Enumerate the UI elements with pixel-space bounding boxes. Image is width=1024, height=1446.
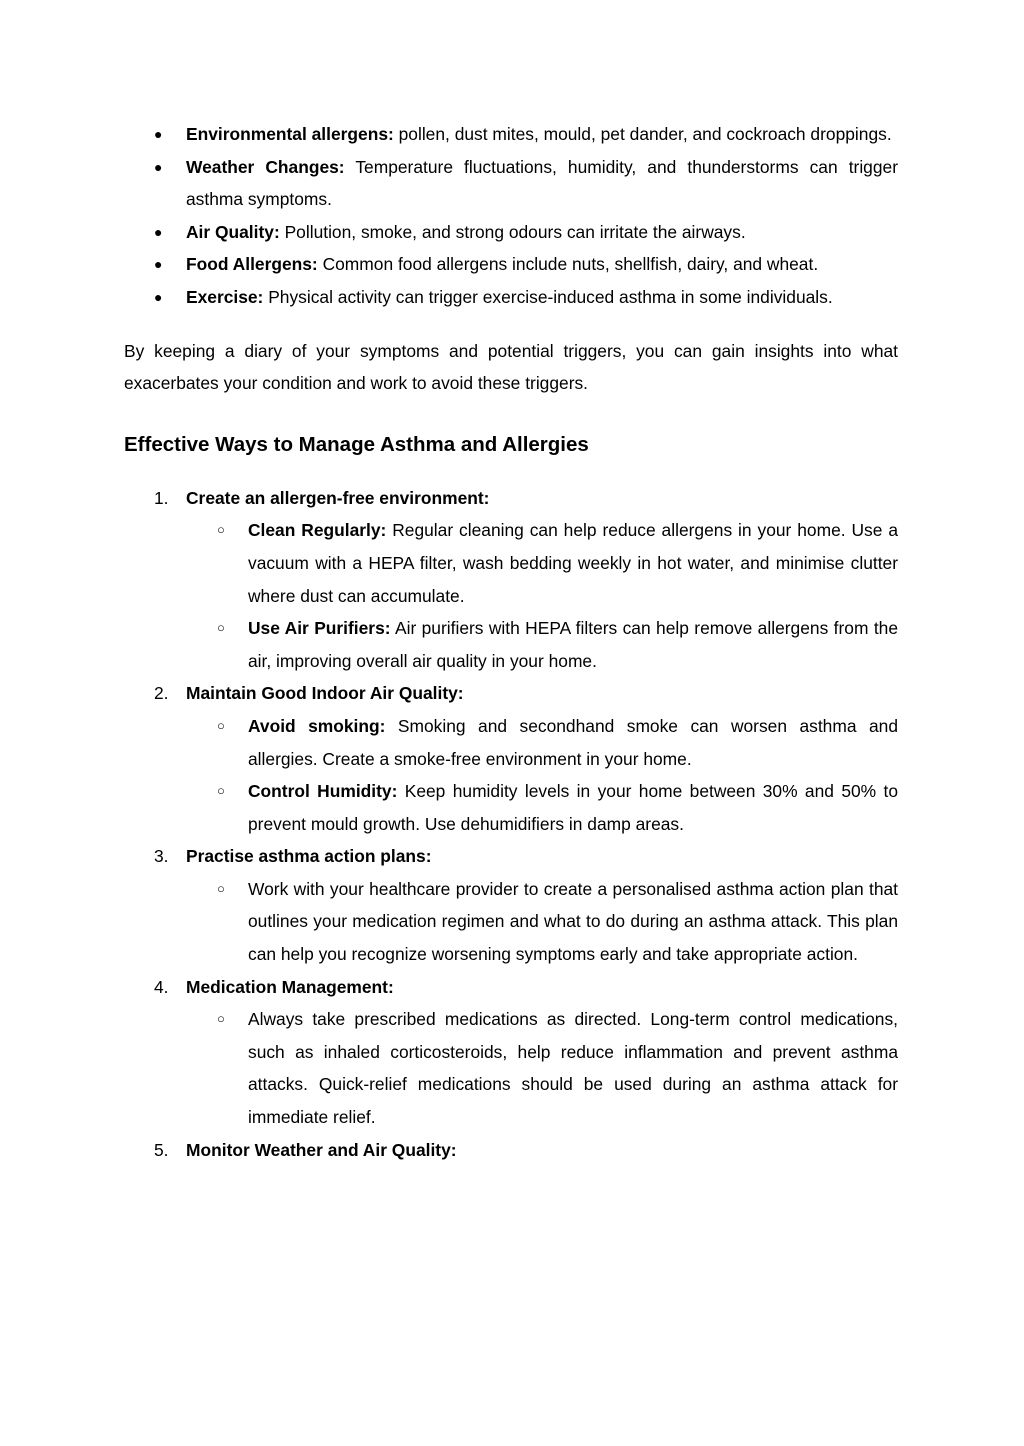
circle-bullet-icon: ○ (217, 620, 225, 636)
sub-list-item (186, 514, 898, 612)
step-number: 2. (154, 683, 169, 704)
sub-list (186, 1003, 898, 1133)
item-text: Physical activity can trigger exercise-induced asthma in some individuals. (263, 286, 833, 307)
item-label: Environmental allergens: (186, 124, 394, 144)
item-label: Air Quality: (186, 221, 280, 242)
list-item (124, 248, 898, 281)
list-item (124, 118, 898, 151)
step-number: 5. (154, 1139, 169, 1160)
circle-bullet-icon: ○ (217, 880, 225, 896)
management-steps (124, 482, 898, 1166)
item-label: Use Air Purifiers: (248, 618, 391, 639)
bullet-icon: ● (154, 256, 163, 273)
item-text: pollen, dust mites, mould, pet dander, and cockroach droppings. (393, 124, 892, 144)
step-5 (124, 1134, 898, 1167)
bullet-icon: ● (154, 288, 163, 305)
step-title: Monitor Weather and Air Quality: (186, 1139, 457, 1160)
bullet-icon: ● (154, 223, 163, 240)
step-number: 1. (154, 487, 169, 508)
circle-bullet-icon: ○ (217, 522, 225, 538)
item-text: Always take prescribed medications as directed. Long-term control medications, such as inhaled corticosteroids, help reduce inflammation and prevent asthma attacks. Quick-relief medications should be used during an asthma attack for immediate relief. (248, 1009, 898, 1128)
item-label: Avoid smoking: (248, 715, 386, 736)
item-text: Common food allergens include nuts, shellfish, dairy, and wheat. (317, 254, 819, 275)
list-item (124, 151, 898, 216)
step-number: 3. (154, 846, 169, 867)
sub-list-item (186, 612, 898, 677)
section-heading: Effective Ways to Manage Asthma and Allergies (124, 432, 589, 456)
sub-list-item (186, 873, 898, 971)
circle-bullet-icon: ○ (217, 783, 225, 799)
item-text: Smoking and secondhand smoke can worsen asthma and allergies. Create a smoke-free environment in your home. (248, 715, 898, 769)
item-label: Weather Changes: (186, 156, 345, 177)
step-2 (124, 677, 898, 840)
diary-paragraph: By keeping a diary of your symptoms and potential triggers, you can gain insights into what exacerbates your condition and work to avoid these triggers. (124, 340, 898, 394)
item-label: Control Humidity: (248, 781, 398, 802)
step-title: Maintain Good Indoor Air Quality: (186, 683, 464, 704)
sub-list-item (186, 1003, 898, 1133)
step-title: Create an allergen-free environment: (186, 487, 490, 508)
sub-list (186, 710, 898, 840)
bullet-icon: ● (154, 126, 163, 142)
item-text: Work with your healthcare provider to create a personalised asthma action plan that outlines your medication regimen and what to do during an asthma attack. This plan can help you recognize worsening symptoms early and take appropriate action. (248, 878, 898, 965)
item-text: Regular cleaning can help reduce allergens in your home. Use a vacuum with a HEPA filter, wash bedding weekly in hot water, and minimise clutter where dust can accumulate. (248, 520, 898, 606)
item-text: Air purifiers with HEPA filters can help remove allergens from the air, improving overall air quality in your home. (248, 618, 898, 671)
list-item (124, 281, 898, 314)
list-item (124, 216, 898, 249)
step-3 (124, 840, 898, 970)
circle-bullet-icon: ○ (217, 1011, 225, 1027)
step-number: 4. (154, 976, 169, 997)
sub-list-item (186, 710, 898, 775)
item-text: Keep humidity levels in your home between 30% and 50% to prevent mould growth. Use dehumidifiers in damp areas. (248, 781, 898, 834)
item-text: Temperature fluctuations, humidity, and thunderstorms can trigger asthma symptoms. (186, 156, 898, 210)
item-text: Pollution, smoke, and strong odours can irritate the airways. (279, 221, 746, 242)
item-label: Exercise: (186, 286, 264, 307)
sub-list-item (186, 775, 898, 840)
sub-list (186, 514, 898, 677)
step-title: Medication Management: (186, 976, 394, 997)
triggers-list (124, 118, 898, 314)
sub-list (186, 873, 898, 971)
bullet-icon: ● (154, 158, 163, 175)
step-1 (124, 482, 898, 678)
item-label: Food Allergens: (186, 254, 318, 275)
document-page (124, 118, 898, 1166)
step-title: Practise asthma action plans: (186, 846, 432, 867)
item-label: Clean Regularly: (248, 520, 387, 541)
step-4 (124, 971, 898, 1134)
circle-bullet-icon: ○ (217, 717, 225, 733)
